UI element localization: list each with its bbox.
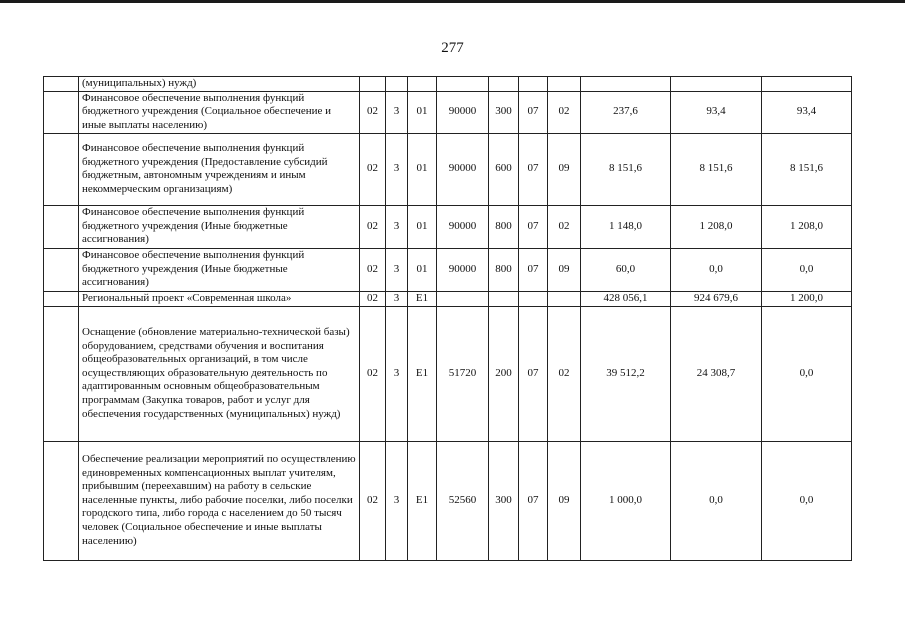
row-index-cell <box>44 291 79 306</box>
code-direction-cell: 51720 <box>437 306 489 441</box>
code-chapter-cell: 07 <box>519 91 548 133</box>
item-name-cell: Финансовое обеспечение выполнения функций бюджетного учреждения (Иные бюджетные ассигнования) <box>79 205 360 248</box>
code-subsection-cell: 3 <box>386 91 408 133</box>
table-row <box>44 91 852 133</box>
row-index-cell <box>44 205 79 248</box>
row-index-cell <box>44 77 79 92</box>
code-chapter-cell: 07 <box>519 306 548 441</box>
code-chapter-cell: 07 <box>519 441 548 560</box>
amount-year3-cell: 8 151,6 <box>762 133 852 205</box>
amount-year2-cell: 8 151,6 <box>671 133 762 205</box>
item-name-cell: Финансовое обеспечение выполнения функций бюджетного учреждения (Социальное обеспечение и иные выплаты населению) <box>79 91 360 133</box>
scan-top-edge <box>0 0 905 3</box>
budget-table <box>43 76 852 561</box>
row-index-cell <box>44 91 79 133</box>
amount-year1-cell: 237,6 <box>581 91 671 133</box>
code-direction-cell: 90000 <box>437 91 489 133</box>
amount-year3-cell: 1 208,0 <box>762 205 852 248</box>
code-direction-cell: 90000 <box>437 248 489 291</box>
amount-year3-cell: 1 200,0 <box>762 291 852 306</box>
code-subchapter-cell: 09 <box>548 248 581 291</box>
code-expense-type-cell: 800 <box>489 205 519 248</box>
code-subsection-cell <box>386 77 408 92</box>
table-row <box>44 248 852 291</box>
amount-year2-cell <box>671 77 762 92</box>
code-program-cell: E1 <box>408 441 437 560</box>
table-body <box>44 77 852 561</box>
item-name-cell: Оснащение (обновление материально-технической базы) оборудованием, средствами обучения и воспитания общеобразовательных организаций, в том числе осуществляющих образовательную деятельность по адаптированным основным общеобразовательным программам (Закупка товаров, работ и услуг для обеспечения государственных (муниципальных) нужд) <box>79 306 360 441</box>
item-name-cell: Обеспечение реализации мероприятий по осуществлению единовременных компенсационных выплат учителям, прибывшим (переехавшим) на работу в сельские населенные пункты, либо рабочие поселки, либо поселки городского типа, либо города с населением до 50 тысяч человек (Социальное обеспечение и иные выплаты населению) <box>79 441 360 560</box>
code-subchapter-cell: 02 <box>548 205 581 248</box>
item-name-cell: (муниципальных) нужд) <box>79 77 360 92</box>
code-program-cell: 01 <box>408 248 437 291</box>
code-program-cell: 01 <box>408 205 437 248</box>
code-direction-cell <box>437 77 489 92</box>
code-subchapter-cell: 09 <box>548 441 581 560</box>
amount-year3-cell: 93,4 <box>762 91 852 133</box>
table-row <box>44 77 852 92</box>
code-chapter-cell <box>519 291 548 306</box>
item-name-cell: Финансовое обеспечение выполнения функций бюджетного учреждения (Предоставление субсидий бюджетным, автономным учреждениям и иным некоммерческим организациям) <box>79 133 360 205</box>
amount-year3-cell: 0,0 <box>762 306 852 441</box>
code-program-cell: E1 <box>408 306 437 441</box>
code-direction-cell: 90000 <box>437 205 489 248</box>
code-expense-type-cell: 300 <box>489 91 519 133</box>
table-row <box>44 306 852 441</box>
code-section-cell <box>360 77 386 92</box>
item-name-cell: Региональный проект «Современная школа» <box>79 291 360 306</box>
code-subsection-cell: 3 <box>386 248 408 291</box>
code-expense-type-cell: 300 <box>489 441 519 560</box>
amount-year1-cell: 428 056,1 <box>581 291 671 306</box>
code-direction-cell <box>437 291 489 306</box>
code-chapter-cell: 07 <box>519 133 548 205</box>
code-program-cell: 01 <box>408 91 437 133</box>
code-subchapter-cell <box>548 291 581 306</box>
amount-year1-cell <box>581 77 671 92</box>
code-section-cell: 02 <box>360 248 386 291</box>
code-expense-type-cell <box>489 291 519 306</box>
code-expense-type-cell: 600 <box>489 133 519 205</box>
code-subchapter-cell: 02 <box>548 91 581 133</box>
amount-year3-cell: 0,0 <box>762 248 852 291</box>
amount-year1-cell: 1 000,0 <box>581 441 671 560</box>
code-subsection-cell: 3 <box>386 306 408 441</box>
code-chapter-cell <box>519 77 548 92</box>
code-program-cell: E1 <box>408 291 437 306</box>
code-section-cell: 02 <box>360 91 386 133</box>
amount-year2-cell: 24 308,7 <box>671 306 762 441</box>
code-section-cell: 02 <box>360 133 386 205</box>
amount-year3-cell: 0,0 <box>762 441 852 560</box>
code-expense-type-cell: 800 <box>489 248 519 291</box>
table-row <box>44 441 852 560</box>
row-index-cell <box>44 248 79 291</box>
row-index-cell <box>44 441 79 560</box>
code-section-cell: 02 <box>360 306 386 441</box>
code-subchapter-cell <box>548 77 581 92</box>
amount-year2-cell: 0,0 <box>671 248 762 291</box>
code-section-cell: 02 <box>360 291 386 306</box>
amount-year1-cell: 8 151,6 <box>581 133 671 205</box>
code-subchapter-cell: 09 <box>548 133 581 205</box>
table-row <box>44 205 852 248</box>
amount-year2-cell: 93,4 <box>671 91 762 133</box>
table-row <box>44 291 852 306</box>
amount-year1-cell: 1 148,0 <box>581 205 671 248</box>
item-name-cell: Финансовое обеспечение выполнения функций бюджетного учреждения (Иные бюджетные ассигнования) <box>79 248 360 291</box>
code-subsection-cell: 3 <box>386 441 408 560</box>
code-program-cell <box>408 77 437 92</box>
code-chapter-cell: 07 <box>519 248 548 291</box>
code-subsection-cell: 3 <box>386 291 408 306</box>
row-index-cell <box>44 306 79 441</box>
code-expense-type-cell <box>489 77 519 92</box>
page-number: 277 <box>441 40 464 56</box>
amount-year2-cell: 1 208,0 <box>671 205 762 248</box>
table-row <box>44 133 852 205</box>
code-section-cell: 02 <box>360 441 386 560</box>
code-direction-cell: 52560 <box>437 441 489 560</box>
amount-year1-cell: 60,0 <box>581 248 671 291</box>
amount-year1-cell: 39 512,2 <box>581 306 671 441</box>
amount-year3-cell <box>762 77 852 92</box>
code-subchapter-cell: 02 <box>548 306 581 441</box>
code-program-cell: 01 <box>408 133 437 205</box>
code-direction-cell: 90000 <box>437 133 489 205</box>
row-index-cell <box>44 133 79 205</box>
code-expense-type-cell: 200 <box>489 306 519 441</box>
code-subsection-cell: 3 <box>386 133 408 205</box>
code-section-cell: 02 <box>360 205 386 248</box>
code-chapter-cell: 07 <box>519 205 548 248</box>
amount-year2-cell: 924 679,6 <box>671 291 762 306</box>
amount-year2-cell: 0,0 <box>671 441 762 560</box>
code-subsection-cell: 3 <box>386 205 408 248</box>
